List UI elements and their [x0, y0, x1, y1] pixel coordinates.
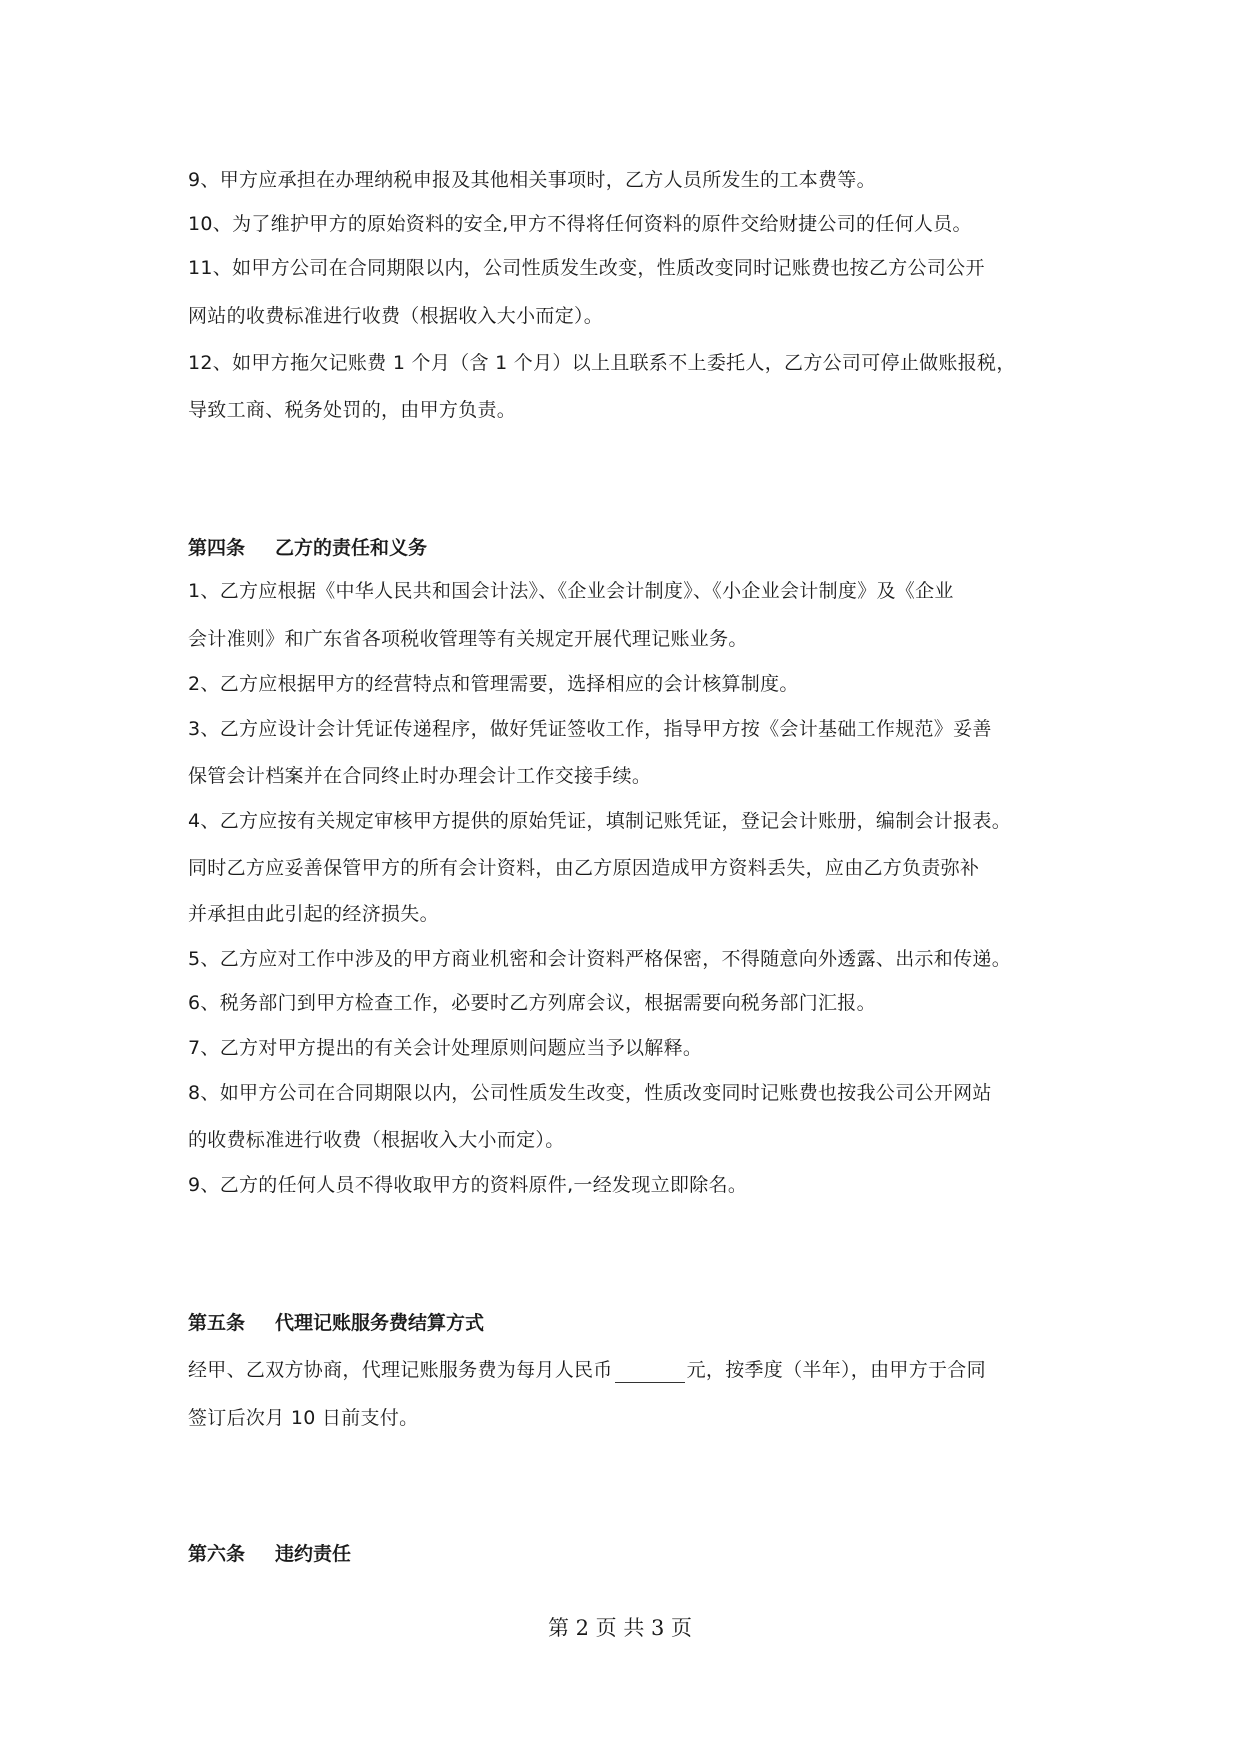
section-4-heading: [188, 535, 427, 561]
clause-4-4-line3: 并承担由此引起的经济损失。: [188, 903, 439, 925]
clause-5-1-prefix: 经甲、乙双方协商，代理记账服务费为每月人民币: [188, 1359, 613, 1381]
clause-4-7: 7、乙方对甲方提出的有关会计处理原则问题应当予以解释。: [188, 1037, 703, 1059]
clause-4-9: 9、乙方的任何人员不得收取甲方的资料原件,一经发现立即除名。: [188, 1174, 748, 1196]
clause-3-12-line1: 12、如甲方拖欠记账费 1 个月（含 1 个月）以上且联系不上委托人，乙方公司可停止做账报税，: [188, 352, 1016, 374]
page-number-footer: 第 2 页 共 3 页: [547, 1616, 693, 1640]
section-5-heading: [188, 1310, 484, 1336]
clause-4-3-line1: 3、乙方应设计会计凭证传递程序，做好凭证签收工作，指导甲方按《会计基础工作规范》妥善: [188, 718, 992, 740]
clause-3-11-line2: 网站的收费标准进行收费（根据收入大小而定）。: [188, 305, 604, 327]
clause-4-6: 6、税务部门到甲方检查工作，必要时乙方列席会议，根据需要向税务部门汇报。: [188, 992, 876, 1014]
clause-4-2: 2、乙方应根据甲方的经营特点和管理需要，选择相应的会计核算制度。: [188, 673, 799, 695]
clause-3-11-line1: 11、如甲方公司在合同期限以内，公司性质发生改变，性质改变同时记账费也按乙方公司公开: [188, 257, 985, 279]
clause-4-8-line2: 的收费标准进行收费（根据收入大小而定）。: [188, 1129, 565, 1151]
section-5-title: 代理记账服务费结算方式: [275, 1312, 485, 1334]
fee-amount-blank: [615, 1362, 685, 1383]
clause-4-1-line2: 会计准则》和广东省各项税收管理等有关规定开展代理记账业务。: [188, 628, 748, 650]
clause-4-3-line2: 保管会计档案并在合同终止时办理会计工作交接手续。: [188, 765, 652, 787]
clause-4-4-line2: 同时乙方应妥善保管甲方的所有会计资料，由乙方原因造成甲方资料丢失，应由乙方负责弥补: [188, 857, 980, 879]
clause-3-10: 10、为了维护甲方的原始资料的安全,甲方不得将任何资料的原件交给财捷公司的任何人员。: [188, 213, 972, 235]
clause-5-1-line2: 签订后次月 10 日前支付。: [188, 1407, 419, 1429]
section-4-number: 第四条: [188, 537, 246, 559]
section-5-number: 第五条: [188, 1312, 246, 1334]
clause-5-1-line1: [188, 1357, 986, 1383]
clause-4-5: 5、乙方应对工作中涉及的甲方商业机密和会计资料严格保密，不得随意向外透露、出示和传递。: [188, 948, 1011, 970]
clause-5-1-suffix: 元，按季度（半年），由甲方于合同: [686, 1359, 986, 1381]
clause-4-1-line1: 1、乙方应根据《中华人民共和国会计法》、《企业会计制度》、《小企业会计制度》及《企业: [188, 580, 954, 602]
clause-4-4-line1: 4、乙方应按有关规定审核甲方提供的原始凭证，填制记账凭证，登记会计账册，编制会计报表。: [188, 810, 1011, 832]
clause-4-8-line1: 8、如甲方公司在合同期限以内，公司性质发生改变，性质改变同时记账费也按我公司公开网站: [188, 1082, 992, 1104]
section-6-title: 违约责任: [275, 1543, 352, 1565]
section-6-heading: [188, 1541, 351, 1567]
clause-3-12-line2: 导致工商、税务处罚的，由甲方负责。: [188, 399, 517, 421]
section-4-title: 乙方的责任和义务: [275, 537, 428, 559]
section-6-number: 第六条: [188, 1543, 246, 1565]
clause-3-9: 9、甲方应承担在办理纳税申报及其他相关事项时，乙方人员所发生的工本费等。: [188, 169, 876, 191]
